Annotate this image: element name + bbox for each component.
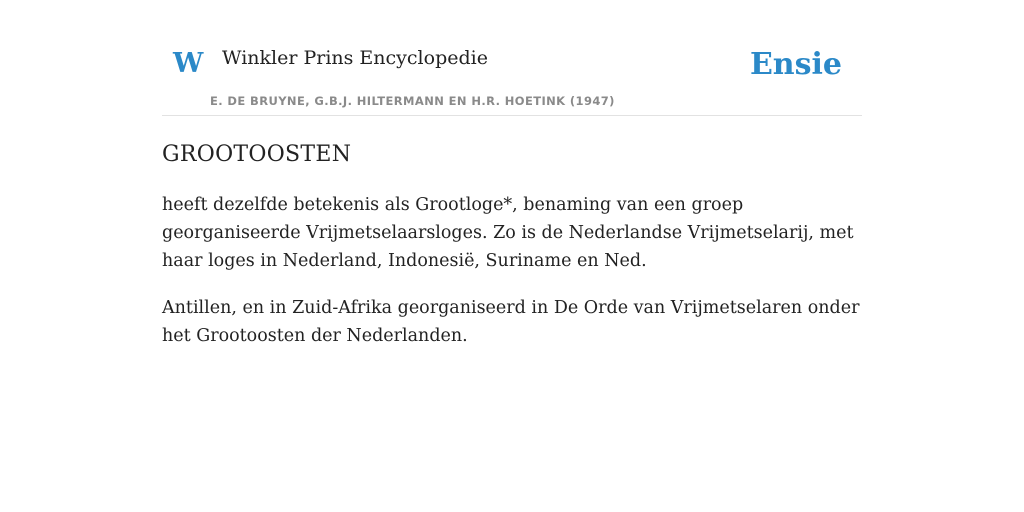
page [162,0,862,350]
source-logo[interactable]: W [173,48,204,79]
brand-logo[interactable]: Ensie [749,47,842,82]
source-authors: E. DE BRUYNE, G.B.J. HILTERMANN EN H.R. HOETINK (1947) [210,94,615,108]
article-paragraph: Antillen, en in Zuid-Afrika georganiseerd in De Orde van Vrijmetselaren onder het Grootoosten der Nederlanden. [162,298,860,346]
source-title[interactable]: Winkler Prins Encyclopedie [222,47,488,69]
article-paragraph: heeft dezelfde betekenis als Grootloge*, benaming van een groep georganiseerde Vrijmetselaarsloges. Zo is de Nederlandse Vrijmetselarij, met haar loges in Nederland, Indonesië, Suriname en Ned. [162,195,854,271]
article-title: GROOTOOSTEN [162,142,352,167]
source-header [162,0,862,116]
